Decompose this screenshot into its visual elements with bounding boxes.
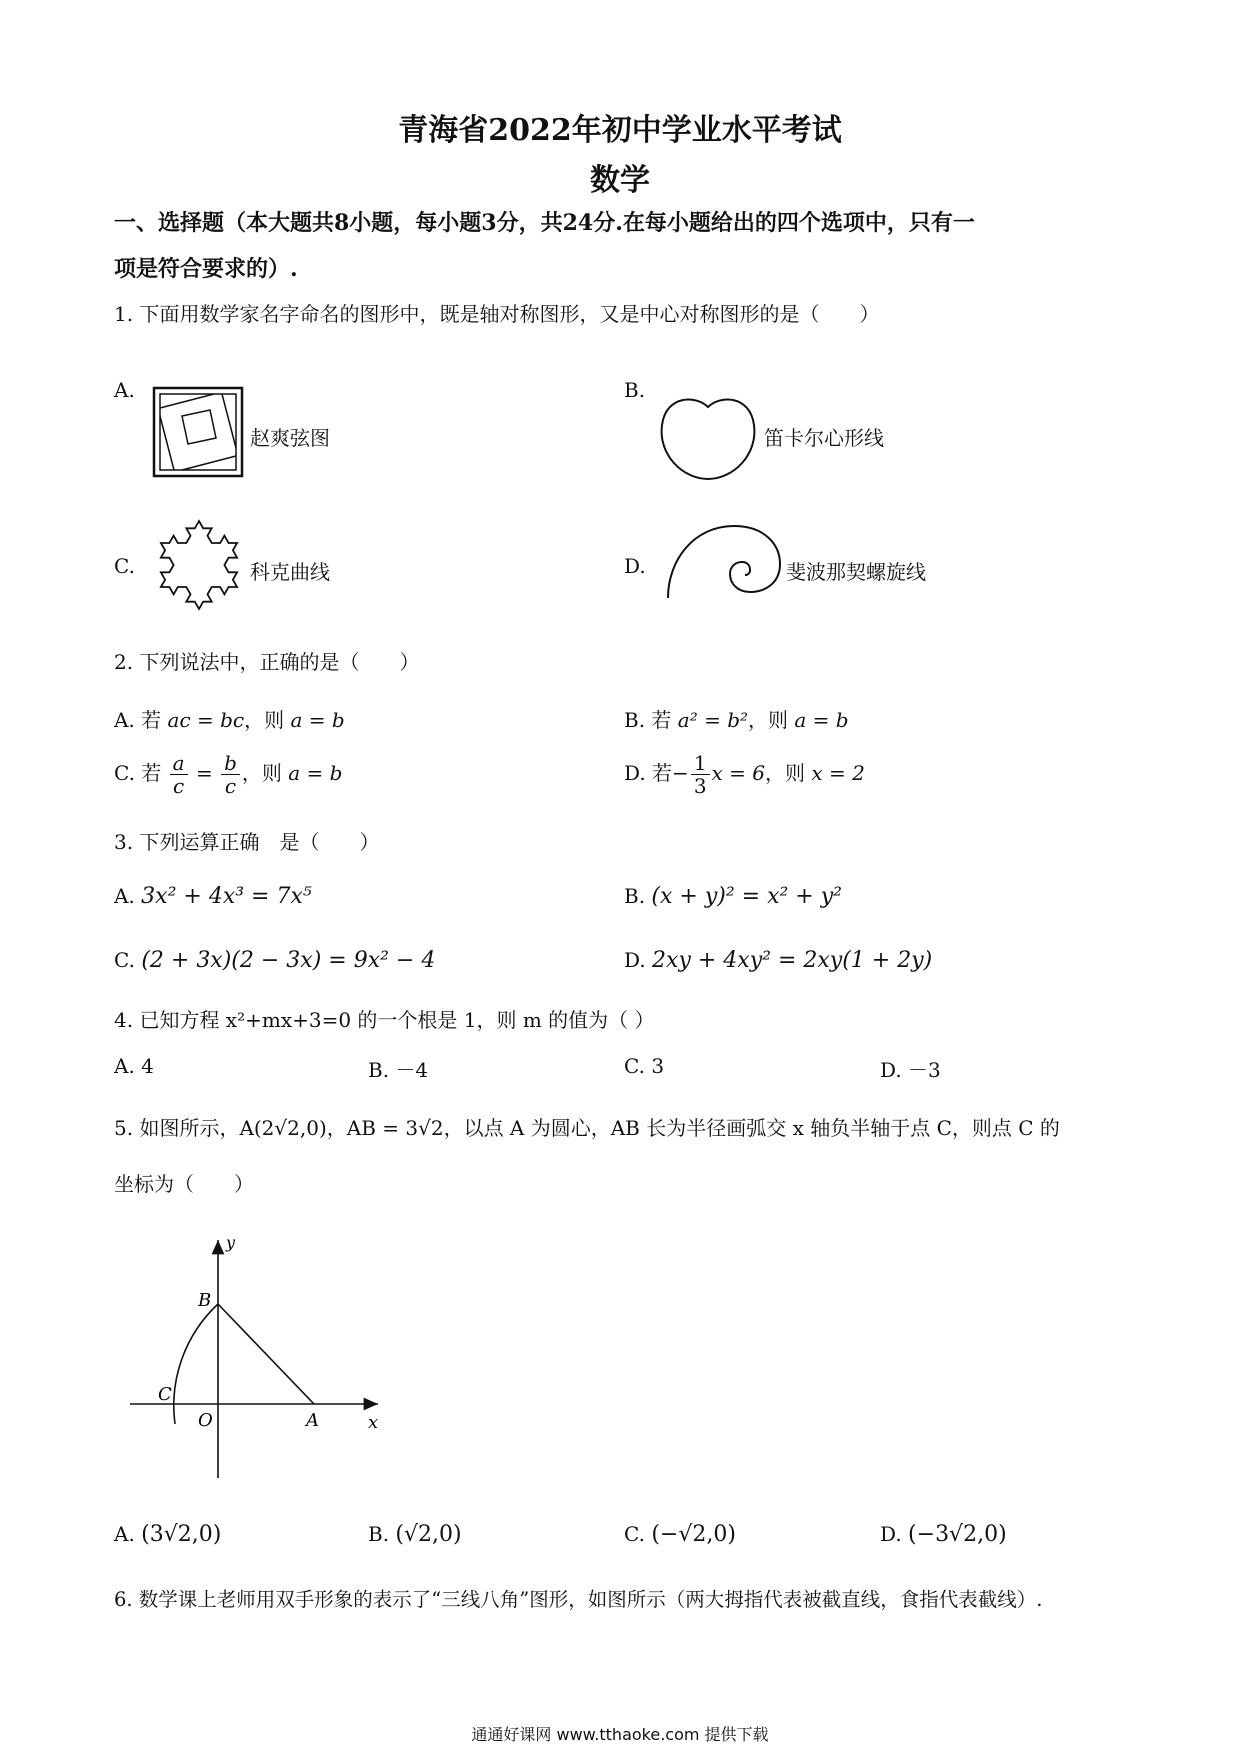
q5-coordinate-figure	[128, 1234, 388, 1484]
q6-stem: 6. 数学课上老师用双手形象的表示了“三线八角”图形，如图所示（两大拇指代表被截直线，食指代表截线）.	[114, 1588, 1043, 1611]
q2-d-pre: 若	[652, 761, 673, 785]
q1-stem: 1. 下面用数学家名字命名的图形中，既是轴对称图形，又是中心对称图形的是（ ）	[114, 302, 880, 326]
q2-c-d2: c	[224, 774, 237, 798]
q4-b-value: －4	[395, 1058, 429, 1082]
q2-d-frac	[691, 752, 710, 797]
q1-option-b-caption-text: 笛卡尔心形线	[764, 426, 884, 450]
q1-option-d-caption: 斐波那契螺旋线	[786, 560, 926, 584]
q5-d-value: (−3√2,0)	[908, 1522, 1007, 1547]
q4-c-label: C.	[624, 1054, 645, 1078]
q3-d-label: D.	[624, 948, 646, 972]
q3-d-expr: 2xy + 4xy² = 2xy(1 + 2y)	[652, 948, 933, 973]
q3-c-label: C.	[114, 948, 135, 972]
label-a: A	[306, 1410, 319, 1431]
q2-c-label: C.	[114, 761, 135, 785]
q3-a-expr: 3x² + 4x³ = 7x⁵	[141, 884, 312, 909]
q4-option-d	[880, 1054, 941, 1083]
q3-c-expr: (2 + 3x)(2 − 3x) = 9x² − 4	[141, 948, 436, 973]
q2-c-frac2	[221, 752, 240, 797]
q2-b-label: B.	[624, 708, 646, 732]
q3-option-a	[114, 884, 312, 909]
q2-b-res: a = b	[794, 708, 849, 732]
q4-option-c	[624, 1054, 664, 1078]
label-c: C	[158, 1384, 172, 1405]
label-b: B	[198, 1290, 212, 1311]
section-title-line1: 一、选择题（本大题共8小题，每小题3分，共24分.在每小题给出的四个选项中，只有一	[114, 210, 975, 236]
q2-a-pre: 若	[141, 708, 162, 732]
q1-option-c-label: C.	[114, 554, 135, 578]
q5-a-value: (3√2,0)	[141, 1522, 222, 1547]
q2-c-frac1	[170, 752, 188, 797]
label-o: O	[198, 1410, 213, 1431]
q2-option-a	[114, 704, 345, 733]
q2-c-n1: a	[170, 752, 188, 775]
koch-snowflake-figure	[148, 514, 250, 616]
q2-d-res: x = 2	[811, 761, 865, 785]
q3-option-d	[624, 948, 932, 973]
q5-option-a	[114, 1522, 221, 1547]
q2-c-eq: =	[195, 761, 213, 785]
q4-b-label: B.	[368, 1058, 390, 1082]
q1-option-a-label: A.	[114, 378, 135, 402]
q4-c-value: 3	[651, 1054, 665, 1078]
q2-option-b	[624, 704, 849, 733]
q2-option-d	[624, 752, 865, 797]
q2-a-mid: ，则	[244, 708, 285, 732]
q2-a-res: a = b	[290, 708, 345, 732]
q2-d-label: D.	[624, 761, 646, 785]
q1-option-a-caption: 赵爽弦图	[250, 426, 330, 450]
q4-stem: 4. 已知方程 x²+mx+3=0 的一个根是 1，则 m 的值为（ ）	[114, 1008, 655, 1032]
q2-option-c	[114, 752, 342, 797]
subject-title: 数学	[590, 163, 650, 198]
q1-option-b-label: B.	[624, 378, 646, 402]
q2-b-cond: a² = b²	[677, 708, 749, 732]
cardioid-figure	[658, 395, 758, 485]
q3-a-label: A.	[114, 884, 135, 908]
q3-option-b	[624, 884, 842, 909]
q4-option-b	[368, 1054, 428, 1083]
q5-a-label: A.	[114, 1522, 135, 1546]
q2-a-cond: ac = bc	[167, 708, 245, 732]
q4-a-label: A.	[114, 1054, 135, 1078]
q5-option-c	[624, 1522, 736, 1547]
q2-a-label: A.	[114, 708, 135, 732]
q2-c-pre: 若	[141, 761, 162, 785]
zhao-shuang-figure	[152, 386, 244, 478]
q4-d-value: －3	[908, 1058, 941, 1082]
q4-a-value: 4	[141, 1054, 154, 1078]
q3-option-c	[114, 948, 435, 973]
arc-bc	[174, 1304, 218, 1424]
q3-b-label: B.	[624, 884, 646, 908]
q2-c-d1: c	[173, 774, 185, 798]
q5-option-d	[880, 1522, 1007, 1547]
segment-ab	[218, 1304, 314, 1404]
q5-c-label: C.	[624, 1522, 645, 1546]
exam-title: 青海省2022年初中学业水平考试	[398, 113, 842, 148]
q3-stem: 3. 下列运算正确 是（ ）	[114, 830, 380, 854]
q5-d-label: D.	[880, 1522, 902, 1546]
footer-source: 通通好课网 www.tthaoke.com 提供下载	[471, 1725, 769, 1744]
q2-c-mid: ，则	[241, 761, 282, 785]
q5-option-b	[368, 1522, 462, 1547]
section-title-line2: 项是符合要求的）.	[114, 256, 298, 282]
q2-c-res: a = b	[288, 761, 343, 785]
q4-option-a	[114, 1054, 154, 1078]
q1-option-d-label: D.	[624, 554, 646, 578]
q2-stem: 2. 下列说法中，正确的是（ ）	[114, 650, 420, 674]
q3-b-expr: (x + y)² = x² + y²	[651, 884, 842, 909]
q2-d-n: 1	[691, 752, 710, 775]
label-x: x	[368, 1412, 379, 1433]
q2-b-mid: ，则	[748, 708, 789, 732]
q1-option-c-caption: 科克曲线	[250, 560, 330, 584]
q4-d-label: D.	[880, 1058, 902, 1082]
q5-b-label: B.	[368, 1522, 390, 1546]
q2-d-cond: x = 6	[711, 761, 766, 785]
q5-stem-line2: 坐标为（ ）	[114, 1172, 254, 1196]
q2-d-mid: ，则	[765, 761, 806, 785]
fibonacci-spiral-figure	[664, 520, 784, 600]
q5-c-value: (−√2,0)	[651, 1522, 736, 1547]
label-y: y	[226, 1233, 236, 1252]
q5-stem-line1: 5. 如图所示，A(2√2,0)，AB = 3√2，以点 A 为圆心，AB 长为半径画弧交 x 轴负半轴于点 C，则点 C 的	[114, 1116, 1060, 1140]
section-title	[114, 200, 1124, 292]
q2-d-dn: 3	[693, 774, 707, 798]
q5-b-value: (√2,0)	[395, 1522, 462, 1547]
q2-d-neg: −	[672, 761, 689, 785]
q2-b-pre: 若	[651, 708, 672, 732]
q2-c-n2: b	[221, 752, 240, 775]
